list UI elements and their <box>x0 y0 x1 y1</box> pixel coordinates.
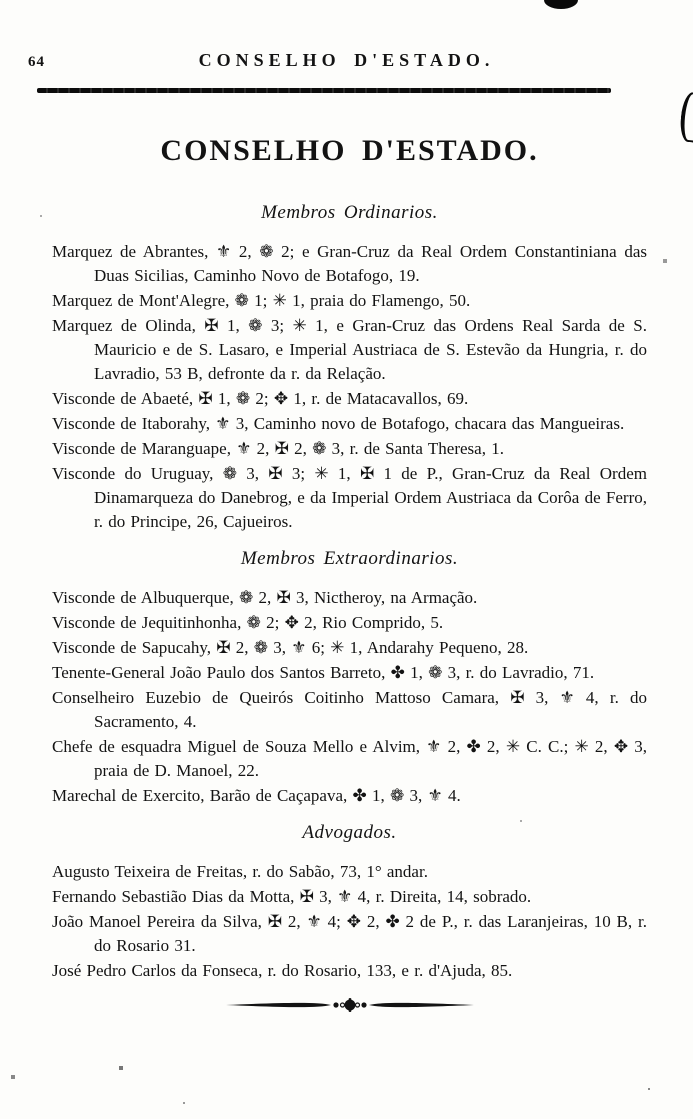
member-entry: Marquez de Olinda, ✠ 1, ❁ 3; ✳ 1, e Gran-Cruz das Ordens Real Sarda de S. Mauricio e de S. Lasaro, e Imperial Austriaca de S. Estevão da Hungria, r. do Lavradio, 53 B, defronte da r. da Relação. <box>52 316 647 383</box>
page-title: CONSELHO D'ESTADO. <box>160 134 539 167</box>
member-entry: José Pedro Carlos da Fonseca, r. do Rosario, 133, e r. d'Ajuda, 85. <box>52 961 513 980</box>
member-entry: Visconde do Uruguay, ❁ 3, ✠ 3; ✳ 1, ✠ 1 de P., Gran-Cruz da Real Ordem Dinamarqueza do Danebrog, e da Imperial Ordem Austriaca da Corôa de Ferro, r. do Principe, 26, Cajueiros. <box>52 464 647 531</box>
advogados-entry-list <box>52 860 647 983</box>
ink-mark-artifact <box>678 91 693 142</box>
member-entry: Fernando Sebastião Dias da Motta, ✠ 3, ⚜ 4, r. Direita, 14, sobrado. <box>52 887 532 906</box>
section-heading-advogados: Advogados. <box>302 822 397 843</box>
section-heading-ordinarios: Membros Ordinarios. <box>261 202 438 223</box>
member-entry: Chefe de esquadra Miguel de Souza Mello e Alvim, ⚜ 2, ✤ 2, ✳ C. C.; ✳ 2, ✥ 3, praia de D. Manoel, 22. <box>52 737 647 780</box>
scan-speckles <box>0 0 2 2</box>
header-rule <box>37 88 611 93</box>
member-entry: Marquez de Mont'Alegre, ❁ 1; ✳ 1, praia do Flamengo, 50. <box>52 291 471 310</box>
member-entry: Augusto Teixeira de Freitas, r. do Sabão, 73, 1° andar. <box>52 862 428 881</box>
member-entry: Visconde de Abaeté, ✠ 1, ❁ 2; ✥ 1, r. de Matacavallos, 69. <box>52 389 469 408</box>
page-content <box>52 134 647 1018</box>
bottom-divider <box>52 997 647 1018</box>
member-entry: Conselheiro Euzebio de Queirós Coitinho Mattoso Camara, ✠ 3, ⚜ 4, r. do Sacramento, 4. <box>52 688 647 731</box>
member-entry: Visconde de Jequitinhonha, ❁ 2; ✥ 2, Rio Comprido, 5. <box>52 613 444 632</box>
member-entry: João Manoel Pereira da Silva, ✠ 2, ⚜ 4; ✥ 2, ✤ 2 de P., r. das Laranjeiras, 10 B, r. do Rosario 31. <box>52 912 647 955</box>
member-entry: Visconde de Albuquerque, ❁ 2, ✠ 3, Nictheroy, na Armação. <box>52 588 478 607</box>
member-entry: Visconde de Itaborahy, ⚜ 3, Caminho novo de Botafogo, chacara das Mangueiras. <box>52 414 625 433</box>
member-entry: Marquez de Abrantes, ⚜ 2, ❁ 2; e Gran-Cruz da Real Ordem Constantiniana das Duas Sicilias, Caminho Novo de Botafogo, 19. <box>52 242 647 285</box>
member-entry: Tenente-General João Paulo dos Santos Barreto, ✤ 1, ❁ 3, r. do Lavradio, 71. <box>52 663 595 682</box>
section-membros-ordinarios <box>52 202 647 534</box>
divider-ornament-icon <box>225 997 475 1013</box>
section-heading-extraordinarios: Membros Extraordinarios. <box>240 548 459 569</box>
member-entry: Visconde de Sapucahy, ✠ 2, ❁ 3, ⚜ 6; ✳ 1, Andarahy Pequeno, 28. <box>52 638 529 657</box>
page-number: 64 <box>28 54 45 70</box>
member-entry: Visconde de Maranguape, ⚜ 2, ✠ 2, ❁ 3, r. de Santa Theresa, 1. <box>52 439 504 458</box>
extraordinarios-entry-list <box>52 586 647 808</box>
section-membros-extraordinarios <box>52 548 647 808</box>
ordinarios-entry-list <box>52 240 647 534</box>
section-advogados <box>52 822 647 983</box>
member-entry: Marechal de Exercito, Barão de Caçapava, ✤ 1, ❁ 3, ⚜ 4. <box>52 786 461 805</box>
running-header: CONSELHO D'ESTADO. <box>198 50 495 70</box>
ink-blob-artifact <box>544 0 578 9</box>
